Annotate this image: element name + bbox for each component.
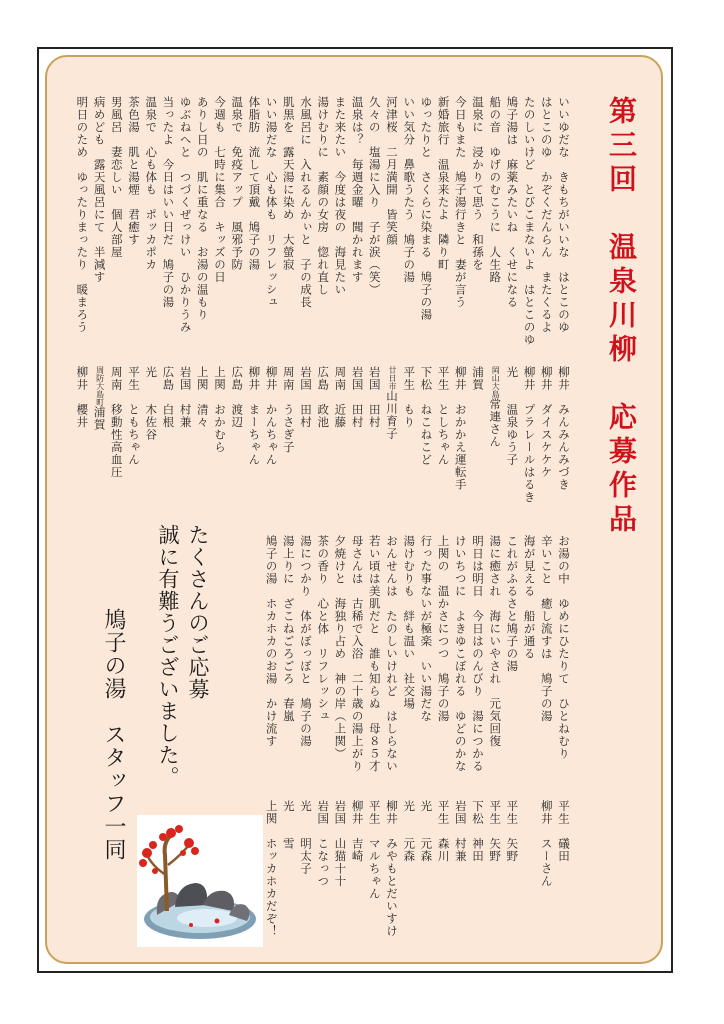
thanks-line-2: 誠に有難うございました。 — [156, 524, 180, 788]
poem-author: 下松 ねこねこど — [419, 366, 434, 466]
poem-author: 平生 森川 — [436, 800, 451, 863]
poem-text: 今週も 七時に集合 キッズの日 — [213, 96, 227, 284]
poem-author-area: 周防大島町 — [95, 366, 105, 406]
poem-author: 平生 矢野 — [505, 800, 520, 863]
poem-text: 河津桜 二月満開 皆笑顔 — [385, 96, 399, 246]
poem-text: いいゆだな きもちがいいな はとこのゆ — [557, 96, 571, 334]
poem-author: 岩国 田村 — [350, 366, 365, 429]
poem-author: 岩国 村兼 — [178, 366, 193, 429]
poem-text: お湯の中 ゆめにひたりて ひとねむり — [557, 535, 571, 760]
poem-author: 上関 ホッカホカだぞ！ — [264, 800, 279, 938]
poem-author-name: 常連さん — [488, 398, 503, 448]
thanks-line-1: たくさんのご応募 — [186, 524, 210, 700]
poem-text: 茶の香り 心と体 リフレッシュ — [316, 535, 331, 723]
poem-author: 柳井 吉崎 — [350, 800, 365, 863]
poem-author: 上関 おかむら — [213, 366, 227, 454]
poem-text: 辛いこと 癒し流すは 鳩子の湯 — [539, 535, 554, 723]
poem-text: 湯けむりに 素顔の女房 惚れ直し — [316, 96, 331, 296]
poem-author: 柳井 おかかえ運転手 — [453, 366, 468, 491]
poem-author-name: 浦賀 — [92, 406, 107, 431]
poem-text: 水風呂に 入れるんかぃと 子の成長 — [299, 96, 313, 309]
poem-author: 広島 白根 — [161, 366, 176, 429]
poem-text: 湯けむりも 絆も温い 社交場 — [402, 535, 417, 710]
poem-author: 岩国 山猫十十 — [333, 800, 348, 888]
poem-text: いい気分 鼻歌うたう 鳩子の湯 — [402, 96, 417, 284]
poem-text: ゆったりと さくらに染まる 鳩子の湯 — [419, 96, 434, 321]
poem-text: 明日は明日 今日はのんびり 湯につかる — [471, 535, 485, 773]
poem-author: 光 元森 — [419, 800, 434, 863]
poem-text: 当ったよ 今日はいい日だ 鳩子の湯 — [161, 96, 176, 309]
poem-author: 柳井 櫻井 — [75, 366, 90, 429]
poem-author: 平生 マルちゃん — [367, 800, 382, 900]
poem-author-area: 岡山大島 — [491, 366, 501, 398]
poem-author: 光 明太子 — [299, 800, 313, 875]
poem-author — [90, 366, 110, 431]
poem-author-area: 廿日市 — [388, 366, 397, 390]
page-title: 第三回 温泉川柳 応募作品 — [605, 96, 638, 538]
poem-text: 温泉で 免疫アップ 風邪予防 — [230, 96, 245, 271]
poem-author: 柳井 まーちゃん — [247, 366, 262, 466]
poem-text: ゆぶねへと つづくぜっけい ひかりうみ — [178, 96, 193, 334]
poem-author-name: 山川育子 — [385, 390, 399, 440]
poem-author: 平生 としちゃん — [436, 366, 451, 466]
poem-text: 久々の 塩湯に入り 子が涙（笑） — [367, 96, 382, 296]
onsen-illustration-icon — [137, 815, 263, 947]
poem-author: 上関 清々 — [195, 366, 210, 429]
poem-author: 平生 矢野 — [488, 800, 503, 863]
poem-text: また来たい 今度は夜の 海見たい — [333, 96, 348, 296]
poem-text: 茶色湯 肌と湯煙 君癒す — [127, 96, 141, 246]
poem-author: 岩国 こなっつ — [316, 800, 331, 888]
poem-author: 平生 もり — [402, 366, 417, 429]
poem-text: 温泉に 浸かりて思う 和孫を — [471, 96, 485, 271]
poem-author: 下松 神田 — [471, 800, 485, 863]
poem-author: 岩国 村兼 — [453, 800, 468, 863]
poem-author: 広島 政池 — [316, 366, 331, 429]
poem-author: 柳井 ダイスケケケ — [539, 366, 554, 479]
poem-text: 湯につかり 体がぽっぽと 鳩子の湯 — [299, 535, 313, 748]
poem-author: 岩国 田村 — [299, 366, 313, 429]
poem-text: これがふるさと鳩子の湯 — [505, 535, 520, 673]
poem-author: 浦賀 — [471, 366, 485, 391]
poem-text: たのしいけど とびこまないよ はとこのゆ — [522, 96, 537, 346]
poem-author: 柳井 かんちゃん — [264, 366, 279, 466]
poem-author: 周南 うさぎ子 — [281, 366, 296, 454]
poem-text: 男風呂 妻恋しい 個人部屋 — [109, 96, 124, 259]
poem-text: 今日もまた 鳩子湯行きと 妻が言う — [453, 96, 468, 309]
poem-author: 光 温泉ゆう子 — [505, 366, 520, 466]
poem-author — [485, 366, 505, 448]
poem-text: 母さんは 古稀で入浴 二十歳の湯上がり — [350, 535, 365, 773]
staff-signature: 鳩子の湯 スタッフ一同 — [101, 608, 126, 861]
poem-author: 柳井 スーさん — [539, 800, 554, 888]
poem-author: 柳井 みやもとだいすけ — [385, 800, 399, 938]
thanks-message — [153, 524, 213, 788]
poem-author: 光 雪 — [281, 800, 296, 850]
poem-author: 周南 移動性高血圧 — [109, 366, 124, 479]
poem-text: 夕焼けと 海独り占め 神の岸（上関） — [333, 535, 348, 760]
poem-text: 上関の 温かさにつつ 鳩子の湯 — [436, 535, 451, 723]
poem-text: 若い頃は美肌だと 誰も知らぬ 母８５才 — [367, 535, 382, 773]
poem-author — [382, 366, 402, 440]
poem-text: 湯上りに ざこねごろごろ 春嵐 — [281, 535, 296, 723]
poem-text: 温泉で 心も体も ポッカポカ — [144, 96, 159, 271]
poem-text: 船の音 ゆげのむこうに 人生路 — [488, 96, 503, 284]
poem-author: 平生 ともちゃん — [127, 366, 141, 466]
poem-text: 肌黒を 露天湯に染め 大螢寂 — [281, 96, 296, 271]
poem-author: 光 元森 — [402, 800, 417, 863]
poem-text: けいちつに よきゆこぼれる ゆどのかな — [453, 535, 468, 773]
poem-text: 鳩子の湯 ホカホカのお湯 かけ流す — [264, 535, 279, 748]
poem-text: 湯に癒され 海にいやされ 元気回復 — [488, 535, 503, 748]
poem-author: 広島 渡辺 — [230, 366, 245, 429]
poem-text: 鳩子湯は 麻薬みたいね くせになる — [505, 96, 520, 309]
poem-text: 病めども 露天風呂にて 半減す — [92, 96, 107, 284]
poem-text: 温泉は？ 毎週金曜 聞かれます — [350, 96, 365, 284]
poem-author: 柳井 プラレールはるき — [522, 366, 537, 504]
poem-text: いい湯だな 心も体も リフレッシュ — [264, 96, 279, 309]
poem-text: ありし日の 肌に重なる お湯の温もり — [195, 96, 210, 321]
poem-text: 新婚旅行 温泉来たよ 隣り町 — [436, 96, 451, 271]
poem-author: 柳井 みんみんみづき — [557, 366, 571, 491]
poem-author: 岩国 田村 — [367, 366, 382, 429]
poem-text: 行った事ないが極楽 いい湯だな — [419, 535, 434, 723]
poem-text: 明日のため ゆったりまったり 暖まろう — [75, 96, 90, 334]
poem-text: はとこのゆ かぞくだんらん またくるよ — [539, 96, 554, 334]
poem-author: 周南 近藤 — [333, 366, 348, 429]
poem-text: 体脂肪 流して頂戴 鳩子の湯 — [247, 96, 262, 271]
poem-text: おんせんは たのしいけれど はしらない — [385, 535, 399, 773]
poem-author: 光 木佐谷 — [144, 366, 159, 441]
poem-text: 海が見える 船が通る — [522, 535, 537, 660]
poem-author: 平生 礒田 — [557, 800, 571, 863]
